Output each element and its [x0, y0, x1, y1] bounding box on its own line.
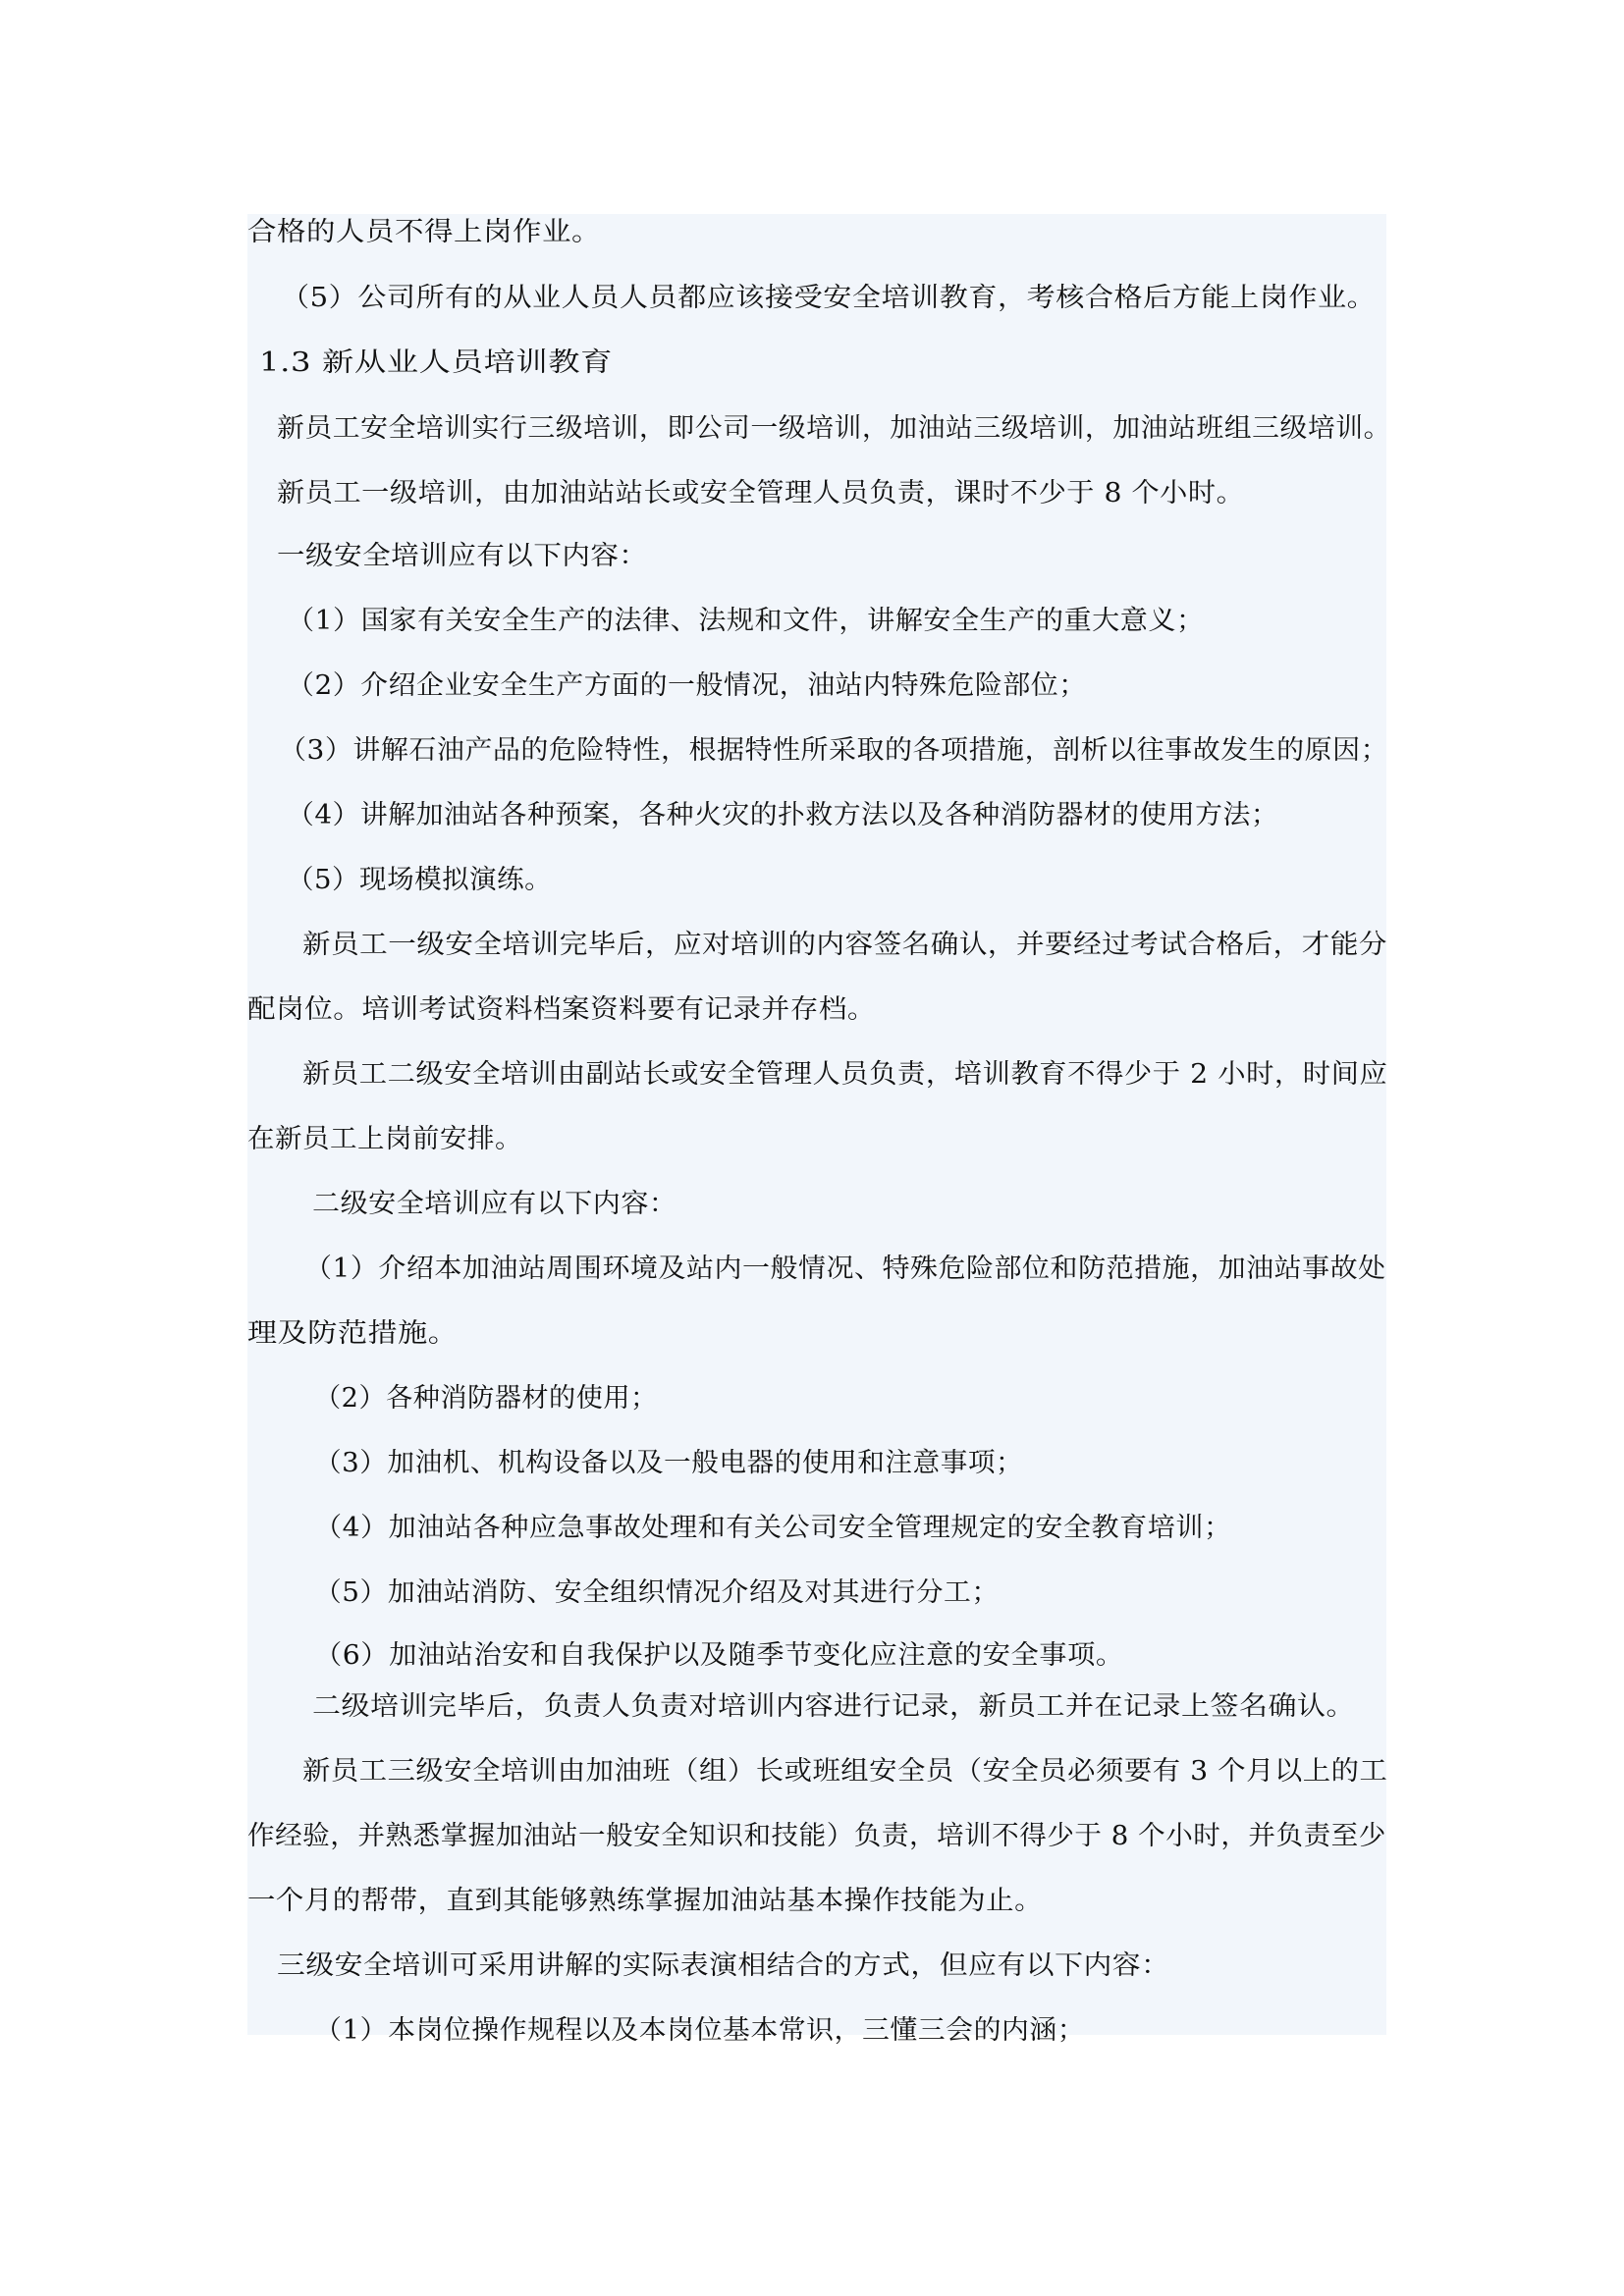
text-line: 二级安全培训应有以下内容：	[312, 1189, 677, 1219]
text-line: 合格的人员不得上岗作业。	[247, 217, 601, 247]
text-line: （6）加油站治安和自我保护以及随季节变化应注意的安全事项。	[314, 1640, 1124, 1671]
text-line: （4）讲解加油站各种预案，各种火灾的扑救方法以及各种消防器材的使用方法；	[287, 800, 1279, 830]
text-line: （2）介绍企业安全生产方面的一般情况，油站内特殊危险部位；	[287, 670, 1087, 701]
text-line: 新员工一级安全培训完毕后，应对培训的内容签名确认，并要经过考试合格后，才能分	[302, 930, 1387, 960]
text-line: （5）公司所有的从业人员人员都应该接受安全培训教育，考核合格后方能上岗作业。	[281, 283, 1377, 313]
text-line: 配岗位。培训考试资料档案资料要有记录并存档。	[247, 994, 876, 1025]
text-line: 二级培训完毕后，负责人负责对培训内容进行记录，新员工并在记录上签名确认。	[312, 1691, 1355, 1722]
text-line: （1）介绍本加油站周围环境及站内一般情况、特殊危险部位和防范措施，加油站事故处	[304, 1254, 1386, 1284]
text-line: （5）现场模拟演练。	[287, 865, 553, 895]
section-heading: 1.3 新从业人员培训教育	[259, 347, 614, 378]
text-line: 理及防范措施。	[247, 1318, 459, 1349]
text-line: （2）各种消防器材的使用；	[314, 1383, 658, 1414]
text-line: 在新员工上岗前安排。	[247, 1124, 522, 1154]
text-line: 新员工安全培训实行三级培训，即公司一级培训，加油站三级培训，加油站班组三级培训。	[277, 413, 1391, 444]
text-line: （1）国家有关安全生产的法律、法规和文件，讲解安全生产的重大意义；	[287, 606, 1205, 636]
text-line: （1）本岗位操作规程以及本岗位基本常识，三懂三会的内涵；	[314, 2015, 1086, 2046]
text-line: （3）讲解石油产品的危险特性，根据特性所采取的各项措施，剖析以往事故发生的原因；	[279, 735, 1389, 766]
text-line: 新员工三级安全培训由加油班（组）长或班组安全员（安全员必须要有 3 个月以上的工	[302, 1756, 1388, 1787]
text-line: （3）加油机、机构设备以及一般电器的使用和注意事项；	[314, 1448, 1024, 1478]
text-line: （4）加油站各种应急事故处理和有关公司安全管理规定的安全教育培训；	[314, 1513, 1232, 1543]
text-line: 作经验，并熟悉掌握加油站一般安全知识和技能）负责，培训不得少于 8 个小时，并负责至少	[247, 1821, 1386, 1851]
text-line: （5）加油站消防、安全组织情况介绍及对其进行分工；	[314, 1577, 1000, 1608]
text-line: 一个月的帮带，直到其能够熟练掌握加油站基本操作技能为止。	[247, 1886, 1043, 1916]
text-line: 三级安全培训可采用讲解的实际表演相结合的方式，但应有以下内容：	[277, 1950, 1170, 1981]
text-line: 新员工二级安全培训由副站长或安全管理人员负责，培训教育不得少于 2 小时，时间应	[302, 1059, 1388, 1090]
text-line: 一级安全培训应有以下内容：	[277, 541, 648, 571]
text-line: 新员工一级培训，由加油站站长或安全管理人员负责，课时不少于 8 个小时。	[277, 478, 1245, 508]
